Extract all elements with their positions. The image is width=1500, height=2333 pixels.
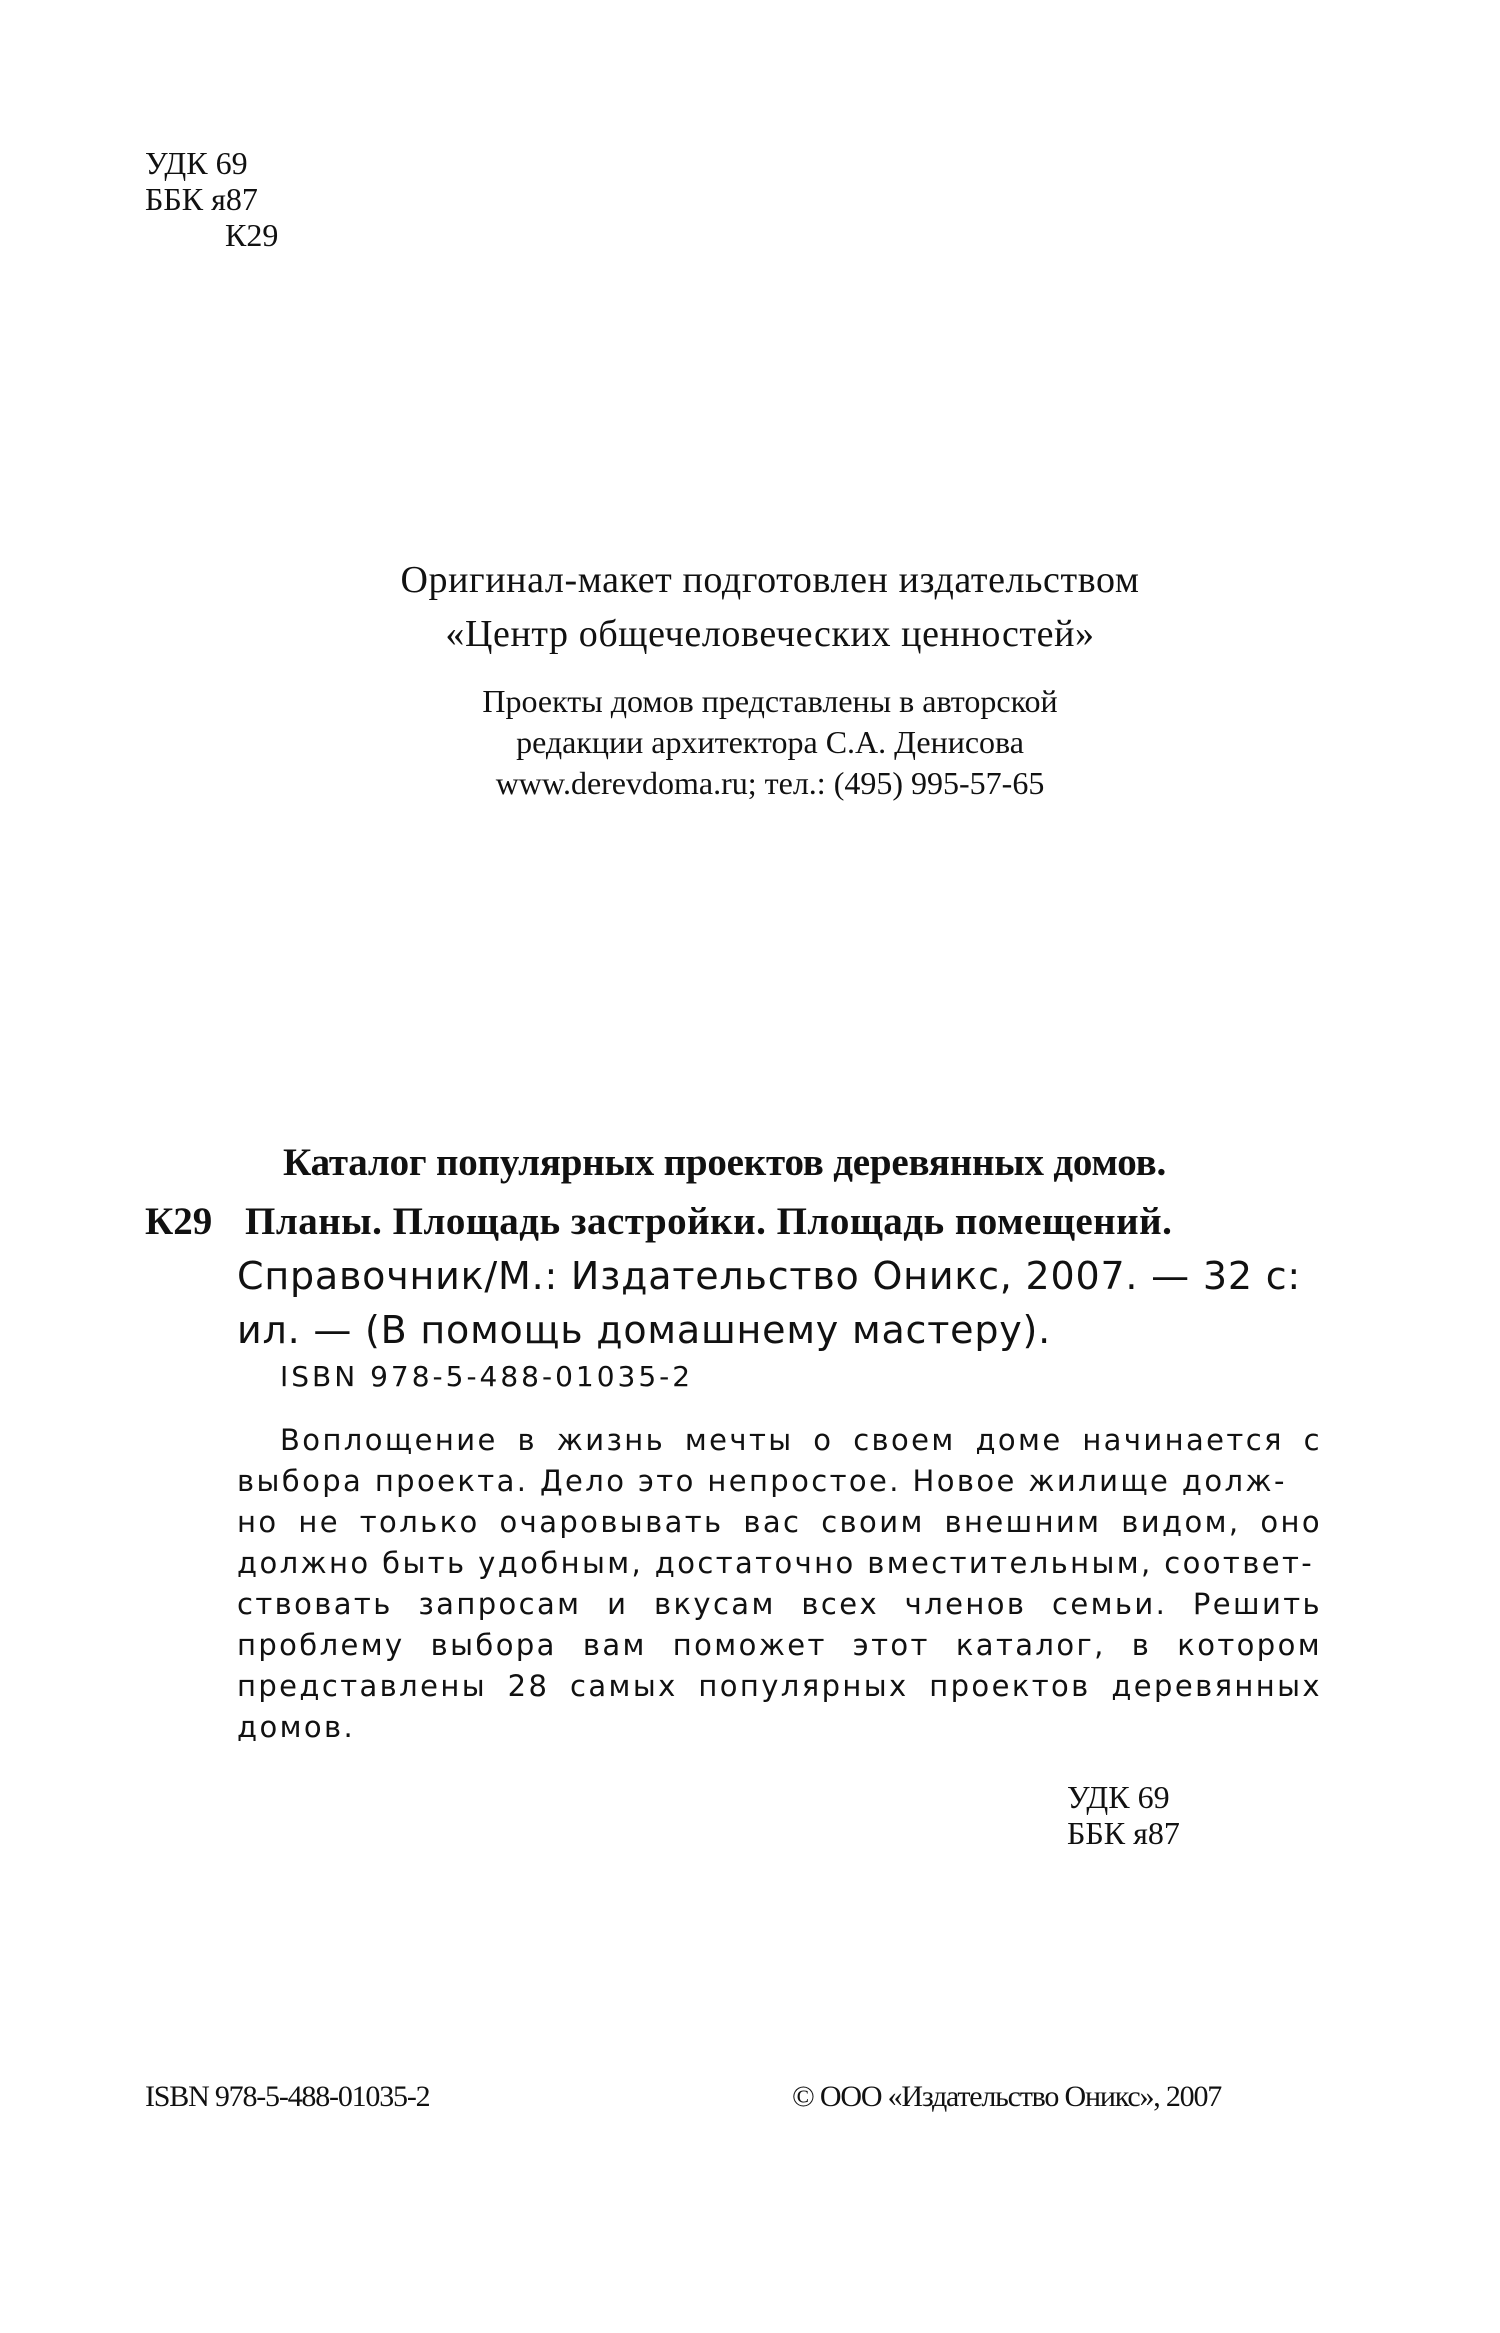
bbk-code: ББК я87 bbox=[145, 181, 258, 217]
copyright-notice: © ООО «Издательство Оникс», 2007 bbox=[792, 2080, 1222, 2113]
catalog-code: К29 bbox=[145, 1200, 213, 1243]
projects-note-line2: редакции архитектора С.А. Денисова bbox=[516, 724, 1024, 760]
projects-note-line1: Проекты домов представлены в авторской bbox=[482, 683, 1058, 719]
classification-codes-top bbox=[145, 145, 278, 253]
publisher-line-2: ил. — (В помощь домашнему мастеру). bbox=[237, 1308, 1052, 1352]
prepared-by-line: Оригинал-макет подготовлен издательством bbox=[400, 559, 1140, 601]
publisher-name: «Центр общечеловеческих ценностей» bbox=[445, 613, 1095, 655]
udk-code: УДК 69 bbox=[145, 145, 248, 181]
udk-code-bottom: УДК 69 bbox=[1067, 1779, 1170, 1815]
catalog-isbn: ISBN 978-5-488-01035-2 bbox=[280, 1360, 694, 1393]
classification-codes-bottom bbox=[1067, 1779, 1180, 1851]
contact-line: www.derevdoma.ru; тел.: (495) 995-57-65 bbox=[495, 765, 1045, 801]
bbk-code-bottom: ББК я87 bbox=[1067, 1815, 1180, 1851]
annotation bbox=[237, 1420, 1322, 1748]
catalog-subtitle: Планы. Площадь застройки. Площадь помещений. bbox=[245, 1200, 1173, 1243]
footer-isbn: ISBN 978-5-488-01035-2 bbox=[145, 2080, 430, 2113]
author-sign: К29 bbox=[225, 217, 279, 253]
annotation-text: Воплощение в жизнь мечты о своем доме начинается с выбора проекта. Дело это непростое. Новое жилище долж- но не только очаровывать вас своим внешним видом, оно должно быть удобным, достаточно вместительным, соответ- ствовать запросам и вкусам всех членов семьи. Решить проблему выбора вам поможет этот каталог, в котором представлены 28 самых популярных проектов деревянных домов. bbox=[237, 1423, 1322, 1744]
publisher-line-1: Справочник/М.: Издательство Оникс, 2007. — 32 с: bbox=[237, 1254, 1301, 1298]
catalog-title: Каталог популярных проектов деревянных домов. bbox=[283, 1141, 1167, 1184]
